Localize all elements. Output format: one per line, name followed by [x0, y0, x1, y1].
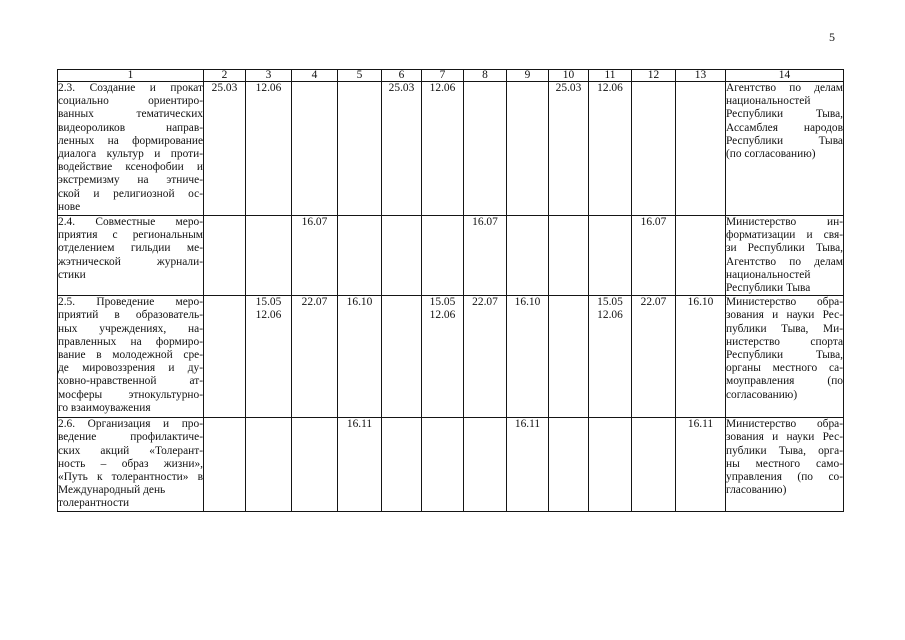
- schedule-table: [57, 69, 844, 512]
- responsible-line: Агентство по делам: [726, 82, 843, 94]
- date-cell-col-6: [382, 418, 422, 511]
- date-cell-col-10: [549, 418, 589, 511]
- activity-line: стики: [58, 268, 86, 281]
- date-cell-col-3: [246, 216, 292, 296]
- date-cell-col-3: [246, 296, 292, 418]
- table-row: [58, 296, 844, 418]
- activity-line: ванных тематических: [58, 108, 203, 121]
- date-cell-col-6: [382, 82, 422, 216]
- responsible-line: Министерство ин-: [726, 216, 843, 228]
- activity-cell: [58, 418, 204, 511]
- column-header-5: 5: [338, 70, 382, 82]
- activity-cell: [58, 216, 204, 296]
- activity-line: ских акций «Толерант-: [58, 444, 203, 457]
- activity-cell: [58, 296, 204, 418]
- activity-line: де мировоззрения и ду-: [58, 362, 203, 375]
- activity-line: вание в молодежной сре-: [58, 349, 203, 362]
- date-cell-col-4: [292, 216, 338, 296]
- responsible-line: согласованию): [726, 388, 798, 401]
- date-value: 16.11: [514, 418, 541, 431]
- date-cell-col-12: [632, 296, 676, 418]
- date-cell-col-12: [632, 418, 676, 511]
- activity-line: «Путь к толерантности» в: [58, 471, 203, 484]
- responsible-line: Ассамблея народов: [726, 121, 843, 134]
- date-value: 16.10: [514, 296, 541, 309]
- date-cell-col-4: [292, 82, 338, 216]
- date-cell-col-7: [422, 296, 464, 418]
- activity-line: 2.4. Совместные меро-: [58, 216, 203, 228]
- responsible-line: зования и науки Рес-: [726, 309, 843, 322]
- column-header-2: 2: [204, 70, 246, 82]
- responsible-cell: [726, 296, 844, 418]
- date-cell-col-12: [632, 216, 676, 296]
- responsible-line: зования и науки Рес-: [726, 431, 843, 444]
- responsible-line: Министерство обра-: [726, 418, 843, 431]
- activity-line: социально ориентиро-: [58, 95, 203, 108]
- date-value: 12.06: [597, 309, 623, 322]
- date-cell-col-5: [338, 296, 382, 418]
- date-value: 16.07: [640, 216, 667, 228]
- activity-line: ность – образ жизни»,: [58, 457, 203, 470]
- responsible-line: национальностей: [726, 268, 811, 281]
- responsible-line: нистерство спорта: [726, 335, 843, 348]
- date-cell-col-13: [676, 296, 726, 418]
- date-cell-col-13: [676, 216, 726, 296]
- responsible-line: национальностей: [726, 95, 811, 108]
- activity-line: видеороликов направ-: [58, 121, 203, 134]
- date-cell-col-12: [632, 82, 676, 216]
- date-value: 25.03: [211, 82, 238, 94]
- date-cell-col-13: [676, 418, 726, 511]
- date-cell-col-5: [338, 82, 382, 216]
- date-cell-col-5: [338, 418, 382, 511]
- responsible-line: Республики Тыва,: [726, 108, 843, 121]
- responsible-line: ны местного само-: [726, 457, 843, 470]
- date-value: 22.07: [301, 296, 328, 309]
- date-cell-col-8: [464, 296, 507, 418]
- activity-line: ховно-нравственной ат-: [58, 375, 203, 388]
- activity-line: нове: [58, 200, 81, 213]
- activity-line: Международный день: [58, 484, 166, 497]
- date-value: 16.11: [687, 418, 714, 431]
- column-header-12: 12: [632, 70, 676, 82]
- date-value: 16.10: [687, 296, 714, 309]
- activity-line: приятий в образователь-: [58, 309, 203, 322]
- activity-line: ведение профилактиче-: [58, 431, 203, 444]
- date-value: 15.05: [429, 296, 456, 309]
- responsible-line: форматизации и свя-: [726, 229, 843, 242]
- date-value: 12.06: [429, 82, 456, 94]
- column-header-3: 3: [246, 70, 292, 82]
- page-number: 5: [829, 30, 835, 44]
- column-header-14: 14: [726, 70, 844, 82]
- activity-line: диалога культур и проти-: [58, 148, 203, 161]
- table-row: [58, 418, 844, 511]
- date-cell-col-7: [422, 216, 464, 296]
- responsible-line: моуправления (по: [726, 375, 843, 388]
- date-cell-col-4: [292, 418, 338, 511]
- activity-line: ных учреждениях, на-: [58, 322, 203, 335]
- date-value: 12.06: [255, 82, 282, 94]
- date-cell-col-11: [589, 82, 632, 216]
- date-cell-col-7: [422, 418, 464, 511]
- activity-line: ской и религиозной ос-: [58, 187, 203, 200]
- responsible-cell: [726, 216, 844, 296]
- date-cell-col-10: [549, 216, 589, 296]
- date-value: 16.07: [301, 216, 328, 228]
- date-cell-col-3: [246, 82, 292, 216]
- activity-line: ленных на формирование: [58, 134, 203, 147]
- activity-line: жэтнической журнали-: [58, 255, 203, 268]
- responsible-line: публики Тыва, орга-: [726, 444, 843, 457]
- date-value: 16.07: [472, 216, 498, 228]
- date-cell-col-6: [382, 296, 422, 418]
- date-cell-col-4: [292, 296, 338, 418]
- date-cell-col-2: [204, 296, 246, 418]
- activity-line: 2.3. Создание и прокат: [58, 82, 203, 94]
- activity-line: отделением гильдии ме-: [58, 242, 203, 255]
- date-value: 22.07: [640, 296, 667, 309]
- date-cell-col-2: [204, 418, 246, 511]
- date-cell-col-11: [589, 418, 632, 511]
- date-value: 12.06: [597, 82, 623, 94]
- responsible-line: гласованию): [726, 484, 787, 497]
- activity-line: приятия с региональным: [58, 229, 203, 242]
- date-cell-col-9: [507, 418, 549, 511]
- responsible-line: (по согласованию): [726, 148, 816, 161]
- activity-line: водействие ксенофобии и: [58, 161, 203, 174]
- date-cell-col-9: [507, 82, 549, 216]
- responsible-cell: [726, 418, 844, 511]
- date-cell-col-3: [246, 418, 292, 511]
- column-header-11: 11: [589, 70, 632, 82]
- responsible-cell: [726, 82, 844, 216]
- column-header-13: 13: [676, 70, 726, 82]
- responsible-line: Республики Тыва: [726, 134, 843, 147]
- date-cell-col-2: [204, 216, 246, 296]
- date-value: 12.06: [429, 309, 456, 322]
- date-cell-col-13: [676, 82, 726, 216]
- column-header-4: 4: [292, 70, 338, 82]
- responsible-line: Республики Тыва: [726, 282, 811, 295]
- date-value: 12.06: [255, 309, 282, 322]
- column-header-8: 8: [464, 70, 507, 82]
- date-cell-col-9: [507, 216, 549, 296]
- date-cell-col-2: [204, 82, 246, 216]
- activity-line: экстремизму на этниче-: [58, 174, 203, 187]
- responsible-line: Агентство по делам: [726, 255, 843, 268]
- date-value: 25.03: [555, 82, 582, 94]
- date-value: 16.10: [346, 296, 373, 309]
- date-cell-col-5: [338, 216, 382, 296]
- date-value: 15.05: [597, 296, 623, 309]
- column-header-10: 10: [549, 70, 589, 82]
- responsible-line: органы местного са-: [726, 362, 843, 375]
- table-header-row: [58, 70, 844, 82]
- activity-line: 2.6. Организация и про-: [58, 418, 203, 431]
- column-header-6: 6: [382, 70, 422, 82]
- date-cell-col-6: [382, 216, 422, 296]
- activity-cell: [58, 82, 204, 216]
- date-cell-col-11: [589, 216, 632, 296]
- date-cell-col-8: [464, 418, 507, 511]
- date-cell-col-10: [549, 296, 589, 418]
- column-header-1: 1: [58, 70, 204, 82]
- responsible-line: публики Тыва, Ми-: [726, 322, 843, 335]
- responsible-line: управления (по со-: [726, 471, 843, 484]
- column-header-7: 7: [422, 70, 464, 82]
- date-value: 15.05: [255, 296, 282, 309]
- responsible-line: Республики Тыва,: [726, 349, 843, 362]
- date-cell-col-8: [464, 82, 507, 216]
- column-header-9: 9: [507, 70, 549, 82]
- table-row: [58, 82, 844, 216]
- date-value: 25.03: [388, 82, 415, 94]
- date-cell-col-11: [589, 296, 632, 418]
- activity-line: го взаимоуважения: [58, 401, 151, 414]
- activity-line: толерантности: [58, 497, 130, 510]
- responsible-line: зи Республики Тыва,: [726, 242, 843, 255]
- date-cell-col-7: [422, 82, 464, 216]
- responsible-line: Министерство обра-: [726, 296, 843, 309]
- activity-line: правленных на формиро-: [58, 335, 203, 348]
- activity-line: мосферы этнокультурно-: [58, 388, 203, 401]
- activity-line: 2.5. Проведение меро-: [58, 296, 203, 309]
- date-value: 16.11: [346, 418, 373, 431]
- date-value: 22.07: [472, 296, 498, 309]
- date-cell-col-10: [549, 82, 589, 216]
- date-cell-col-9: [507, 296, 549, 418]
- table-row: [58, 216, 844, 296]
- date-cell-col-8: [464, 216, 507, 296]
